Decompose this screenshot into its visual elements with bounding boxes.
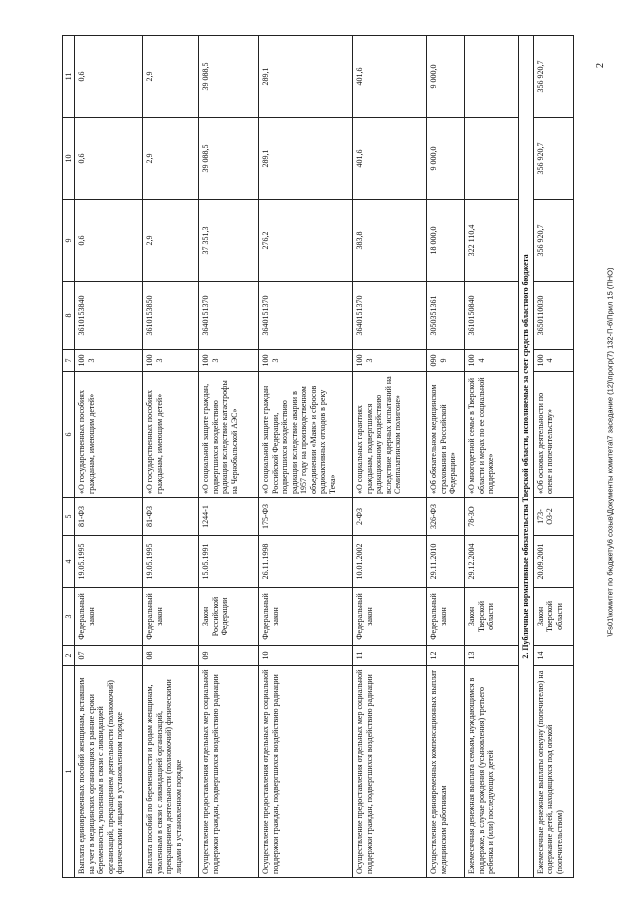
cell-name: Осуществление предоставления отдельных мер социальной поддержки граждан, подвергшихся воздействию радиации: [199, 666, 259, 878]
cell-doc-type: Федеральный закон: [259, 588, 353, 646]
cell-name: Осуществление единовременных компенсационных выплат медицинским работникам: [427, 666, 465, 878]
col-num: 1: [63, 666, 75, 878]
cell-code: 10: [259, 646, 353, 666]
cell-number: 2-ФЗ: [353, 498, 427, 536]
cell-name: Выплата единовременных пособий женщинам, вставшим на учет в медицинских организациях в ранние сроки беременности, уволенным в связи с ликвидацией организаций, прекращением деятельности (полномочий) физическими лицами в установленном порядке: [75, 666, 143, 878]
cell-value-9: 0,6: [75, 200, 143, 282]
col-num: 6: [63, 372, 75, 498]
cell-target: 3050351361: [427, 282, 465, 350]
cell-value-11: 2,9: [143, 36, 199, 118]
cell-value-11: [465, 36, 519, 118]
cell-value-11: 289,1: [259, 36, 353, 118]
cell-section: 1003: [75, 350, 143, 372]
cell-name: Осуществление предоставления отдельных мер социальной поддержки граждан, подвергшихся воздействию радиации: [259, 666, 353, 878]
cell-doc-name: «О многодетной семье в Тверской области и мерах по ее социальной поддержке»: [465, 372, 519, 498]
page-number: 2: [595, 63, 606, 68]
col-num: 2: [63, 646, 75, 666]
cell-value-9: 356 920,7: [533, 200, 573, 282]
cell-name: Выплата пособий по беременности и родам женщинам, уволенным в связи с ликвидацией организаций, прекращением деятельности (полномочий) физическими лицами в установленном порядке: [143, 666, 199, 878]
cell-target: 3640151370: [353, 282, 427, 350]
cell-value-9: 322 110,4: [465, 200, 519, 282]
cell-number: 175-ФЗ: [259, 498, 353, 536]
col-num: 10: [63, 118, 75, 200]
footer-path: \Fs01\комитет по бюджету\6 созыв\Документы комитета\7 заседание (12)\прогр(7) 132-П-6\Прил 15 (ПНО): [605, 267, 615, 637]
cell-value-9: 2,9: [143, 200, 199, 282]
cell-date: 29.12.2004: [465, 536, 519, 588]
cell-section: 0909: [427, 350, 465, 372]
cell-target: 3610153840: [75, 282, 143, 350]
cell-value-10: 356 920,7: [533, 118, 573, 200]
cell-doc-name: «О государственных пособиях гражданам, имеющим детей»: [143, 372, 199, 498]
cell-date: 20.09.2001: [533, 536, 573, 588]
cell-doc-type: Закон Российской Федерации: [199, 588, 259, 646]
table-row: [259, 36, 353, 878]
cell-doc-type: Федеральный закон: [75, 588, 143, 646]
cell-doc-type: Федеральный закон: [427, 588, 465, 646]
cell-value-10: 401,6: [353, 118, 427, 200]
cell-date: 29.11.2010: [427, 536, 465, 588]
col-num: 4: [63, 536, 75, 588]
table-row: [465, 36, 519, 878]
table-row: [75, 36, 143, 878]
cell-doc-type: Федеральный закон: [353, 588, 427, 646]
cell-value-9: 37 351,3: [199, 200, 259, 282]
cell-value-10: 289,1: [259, 118, 353, 200]
cell-number: 326-ФЗ: [427, 498, 465, 536]
cell-value-9: 383,8: [353, 200, 427, 282]
cell-code: 07: [75, 646, 143, 666]
cell-doc-name: «Об обязательном медицинском страховании в Российской Федерации»: [427, 372, 465, 498]
cell-value-10: 0,6: [75, 118, 143, 200]
cell-section: 1004: [533, 350, 573, 372]
cell-section: 1003: [259, 350, 353, 372]
cell-date: 19.05.1995: [143, 536, 199, 588]
cell-value-10: 9 000,0: [427, 118, 465, 200]
cell-value-11: 39 088,5: [199, 36, 259, 118]
cell-value-11: 401,6: [353, 36, 427, 118]
cell-name: Ежемесячные денежные выплаты опекуну (попечителю) на содержание детей, находящихся под опекой (попечительством): [533, 666, 573, 878]
section-title: 2. Публичные нормативные обязательства Тверской области, исполняемые за счет средств областного бюджета: [519, 36, 533, 878]
cell-target: 3640151370: [259, 282, 353, 350]
cell-code: 08: [143, 646, 199, 666]
cell-value-9: 276,2: [259, 200, 353, 282]
cell-code: 11: [353, 646, 427, 666]
cell-target: 3650110030: [533, 282, 573, 350]
cell-number: 81-ФЗ: [75, 498, 143, 536]
cell-code: 12: [427, 646, 465, 666]
cell-date: 10.01.2002: [353, 536, 427, 588]
cell-value-11: 356 920,7: [533, 36, 573, 118]
cell-date: 19.05.1995: [75, 536, 143, 588]
cell-code: 14: [533, 646, 573, 666]
cell-doc-type: Федеральный закон: [143, 588, 199, 646]
cell-name: Осуществление предоставления отдельных мер социальной поддержки граждан, подвергшихся воздействию радиации: [353, 666, 427, 878]
cell-value-10: [465, 118, 519, 200]
cell-section: 1004: [465, 350, 519, 372]
cell-doc-name: «Об основах деятельности по опеке и попечительству»: [533, 372, 573, 498]
cell-value-10: 2,9: [143, 118, 199, 200]
cell-date: 26.11.1998: [259, 536, 353, 588]
cell-code: 13: [465, 646, 519, 666]
cell-target: 3610150840: [465, 282, 519, 350]
table-row: [353, 36, 427, 878]
cell-doc-name: «О социальной защите граждан Российской Федерации, подвергшихся воздействию радиации вследствие аварии в 1957 году на производственном объединении «Маяк» и сбросов радиоактивных отходов в реку Теча»: [259, 372, 353, 498]
cell-target: 3610153850: [143, 282, 199, 350]
cell-section: 1003: [143, 350, 199, 372]
cell-number: 81-ФЗ: [143, 498, 199, 536]
cell-doc-name: «О социальной защите граждан, подвергшихся воздействию радиации вследствие катастрофы на Чернобыльской АЭС»: [199, 372, 259, 498]
cell-value-9: 18 000,0: [427, 200, 465, 282]
rotated-table-wrapper: [62, 36, 599, 878]
cell-number: 1244-1: [199, 498, 259, 536]
cell-number: 78-ЗО: [465, 498, 519, 536]
table-row: [533, 36, 573, 878]
section-row: [519, 36, 533, 878]
col-num: 3: [63, 588, 75, 646]
cell-value-11: 9 000,0: [427, 36, 465, 118]
cell-doc-name: «О социальных гарантиях гражданам, подвергшимся радиационному воздействию вследствие ядерных испытаний на Семипалатинском полигоне»: [353, 372, 427, 498]
cell-doc-type: Закон Тверской области: [533, 588, 573, 646]
cell-value-10: 39 088,5: [199, 118, 259, 200]
col-num: 5: [63, 498, 75, 536]
table-row: [143, 36, 199, 878]
column-number-row: [63, 36, 75, 878]
cell-target: 3640151370: [199, 282, 259, 350]
table-row: [427, 36, 465, 878]
col-num: 8: [63, 282, 75, 350]
cell-number: 173-ОЗ-2: [533, 498, 573, 536]
cell-section: 1003: [353, 350, 427, 372]
col-num: 7: [63, 350, 75, 372]
cell-date: 15.05.1991: [199, 536, 259, 588]
cell-section: 1003: [199, 350, 259, 372]
cell-code: 09: [199, 646, 259, 666]
cell-doc-name: «О государственных пособиях гражданам, имеющим детей»: [75, 372, 143, 498]
table-row: [199, 36, 259, 878]
cell-doc-type: Закон Тверской области: [465, 588, 519, 646]
cell-value-11: 0,6: [75, 36, 143, 118]
cell-name: Ежемесячная денежная выплата семьям, нуждающимся в поддержке, в случае рождения (усыновления) третьего ребенка и (или) последующих детей: [465, 666, 519, 878]
col-num: 9: [63, 200, 75, 282]
col-num: 11: [63, 36, 75, 118]
obligations-table: [62, 35, 574, 878]
